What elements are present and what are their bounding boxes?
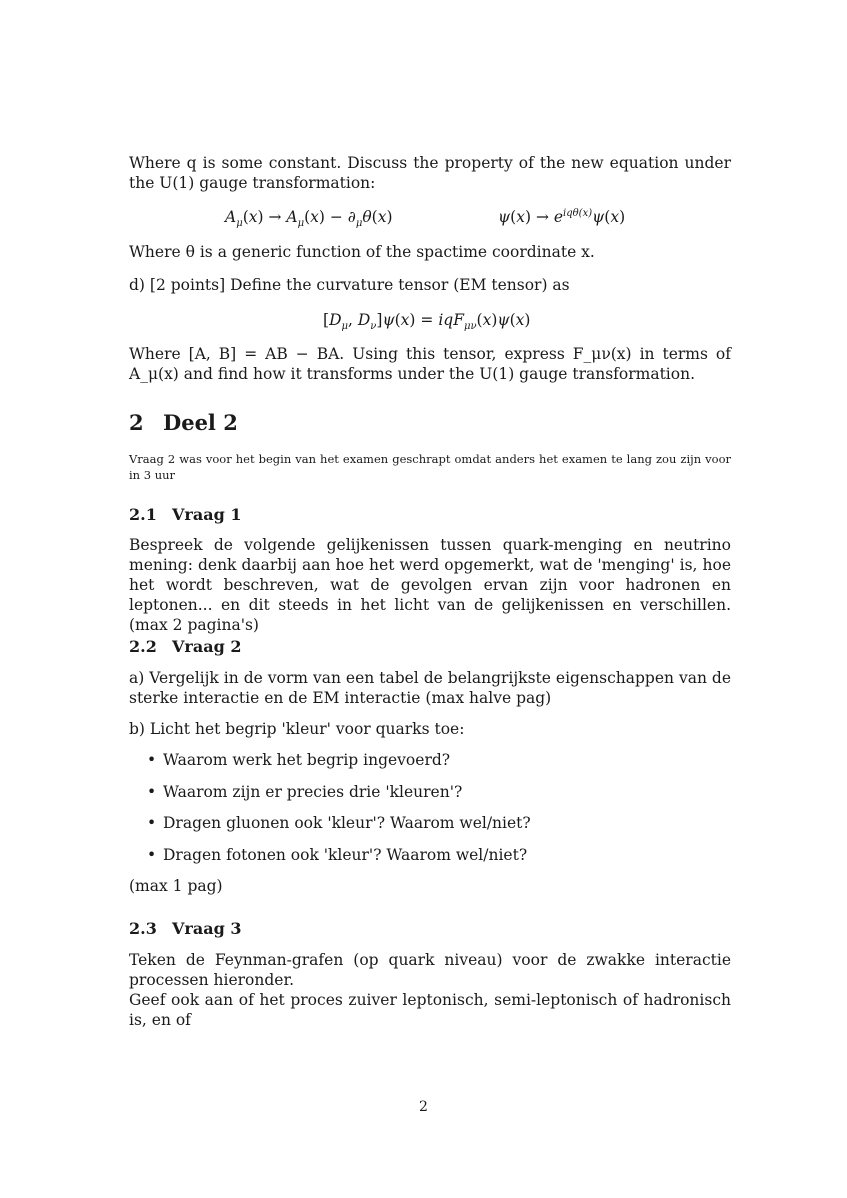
subsection-number: 2.3 xyxy=(129,919,157,938)
paragraph-vraag-2-a: a) Vergelijk in de vorm van een tabel de belangrijkste eigenschappen van de sterke interactie en de EM interactie (max halve pag) xyxy=(129,669,731,707)
section-number: 2 xyxy=(129,410,144,435)
list-item: • Dragen fotonen ook 'kleur'? Waarom wel/niet? xyxy=(147,845,531,865)
section-title: Deel 2 xyxy=(163,410,238,435)
subsection-title: Vraag 2 xyxy=(172,637,242,656)
subsection-title: Vraag 1 xyxy=(172,505,242,524)
equation-gauge-A: $A_\mu(x) \to A_\mu(x) - \partial_\mu\theta(x)$ xyxy=(225,208,393,230)
subsection-heading-2-2 xyxy=(129,637,241,657)
list-item: • Waarom werk het begrip ingevoerd? xyxy=(147,750,531,770)
paragraph-part-d: d) [2 points] Define the curvature tensor (EM tensor) as xyxy=(129,276,570,294)
paragraph-tensor: Where [A, B] = AB − BA. Using this tensor, express F_μν(x) in terms of A_μ(x) and find how it transforms under the U(1) gauge transformation. xyxy=(129,345,731,383)
paragraph-vraag-3-a: Teken de Feynman-grafen (op quark niveau) voor de zwakke interactie processen hieronder. xyxy=(129,951,731,989)
subsection-title: Vraag 3 xyxy=(172,919,242,938)
section-heading-deel-2 xyxy=(129,410,238,436)
paragraph-vraag-3-b: Geef ook aan of het proces zuiver leptonisch, semi-leptonisch of hadronisch is, en of xyxy=(129,991,731,1029)
equation-curvature: [$D_\mu$, $D_\nu]\psi(x) = iqF_{\mu\nu}(x)\psi(x)$ xyxy=(323,311,531,333)
subsection-number: 2.2 xyxy=(129,637,157,656)
page-number: 2 xyxy=(419,1099,428,1115)
list-item: • Dragen gluonen ook 'kleur'? Waarom wel/niet? xyxy=(147,813,531,833)
section-note: Vraag 2 was voor het begin van het examen geschrapt omdat anders het examen te lang zou zijn voor in 3 uur xyxy=(129,452,731,482)
paragraph-gauge-intro: Where q is some constant. Discuss the property of the new equation under the U(1) gauge transformation: xyxy=(129,154,731,192)
paragraph-vraag-2-b: b) Licht het begrip 'kleur' voor quarks toe: xyxy=(129,720,465,738)
equation-gauge-psi: $\psi(x) \to e^{iq\theta(x)}\psi(x)$ xyxy=(498,207,626,226)
subsection-number: 2.1 xyxy=(129,505,157,524)
list-item: • Waarom zijn er precies drie 'kleuren'? xyxy=(147,782,531,802)
kleur-question-list xyxy=(147,750,531,876)
subsection-heading-2-3 xyxy=(129,919,241,939)
paragraph-vraag-1: Bespreek de volgende gelijkenissen tussen quark-menging en neutrino mening: denk daarbij aan hoe het werd opgemerkt, wat de 'menging' is, hoe het wordt beschreven, wat de gevolgen ervan zijn voor hadronen en leptonen... en dit steeds in het licht van de gelijkenissen en verschillen. (max 2 pagina's) xyxy=(129,536,731,634)
paragraph-theta: Where θ is a generic function of the spactime coordinate x. xyxy=(129,243,595,261)
paragraph-max-pag: (max 1 pag) xyxy=(129,877,223,895)
subsection-heading-2-1 xyxy=(129,505,241,525)
